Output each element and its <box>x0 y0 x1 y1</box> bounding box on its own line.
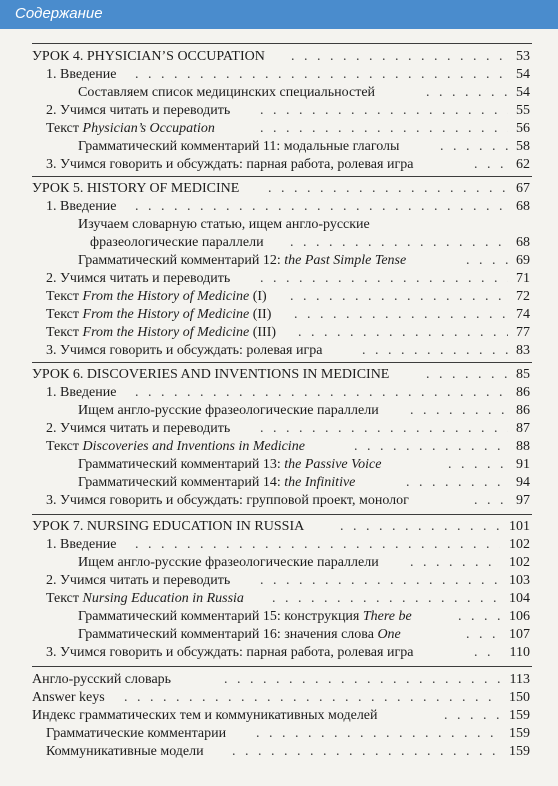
toc-page: 104 <box>509 591 530 606</box>
toc-entry[interactable] <box>0 83 558 103</box>
toc-entry[interactable] <box>0 607 558 627</box>
section-divider <box>32 362 532 363</box>
toc-entry[interactable] <box>0 643 558 663</box>
toc-leader <box>354 437 508 457</box>
toc-page: 113 <box>509 672 530 687</box>
toc-page: 53 <box>516 49 530 64</box>
section-divider <box>32 43 532 44</box>
section-divider <box>32 514 532 515</box>
toc-title: Текст Nursing Education in Russia <box>46 591 244 606</box>
toc-entry[interactable] <box>0 137 558 157</box>
toc-page: 62 <box>516 157 530 172</box>
toc-title: Грамматический комментарий 14: the Infinitive <box>78 475 356 490</box>
toc-leader <box>260 419 508 439</box>
toc-entry[interactable] <box>0 269 558 289</box>
toc-title: 1. Введение <box>46 199 117 214</box>
toc-leader <box>260 101 508 121</box>
toc-title: Грамматический комментарий 16: значения слова One <box>78 627 401 642</box>
toc-title: Текст From the History of Medicine (III) <box>46 325 277 340</box>
toc-leader <box>362 341 508 361</box>
toc-entry[interactable] <box>0 589 558 609</box>
toc-entry[interactable] <box>0 401 558 421</box>
toc-title: 3. Учимся говорить и обсуждать: парная работа, ролевая игра <box>46 645 414 660</box>
toc-entry[interactable] <box>0 101 558 121</box>
toc-title: 1. Введение <box>46 385 117 400</box>
toc-title: 1. Введение <box>46 67 117 82</box>
toc-entry[interactable] <box>0 287 558 307</box>
toc-title: 2. Учимся читать и переводить <box>46 421 231 436</box>
toc-page: 106 <box>509 609 530 624</box>
toc-page: 86 <box>516 385 530 400</box>
toc-entry[interactable] <box>0 724 558 744</box>
toc-leader <box>448 455 508 475</box>
toc-page: 103 <box>509 573 530 588</box>
toc-title: 2. Учимся читать и переводить <box>46 103 231 118</box>
toc-leader <box>474 491 508 511</box>
toc-leader <box>224 670 500 690</box>
toc-leader <box>291 47 508 67</box>
toc-leader <box>340 517 500 537</box>
toc-title: Коммуникативные модели <box>46 744 204 759</box>
toc-leader <box>260 269 508 289</box>
toc-entry[interactable] <box>0 251 558 271</box>
toc-title: Грамматические комментарии <box>46 726 227 741</box>
toc-entry[interactable] <box>0 197 558 217</box>
toc-page: 91 <box>516 457 530 472</box>
toc-entry[interactable] <box>0 419 558 439</box>
toc-page: 102 <box>509 537 530 552</box>
toc-leader <box>232 742 500 762</box>
toc-page: 107 <box>509 627 530 642</box>
toc-page: 159 <box>509 726 530 741</box>
toc-page: 102 <box>509 555 530 570</box>
toc-title: Изучаем словарную статью, ищем англо-русские <box>78 217 370 232</box>
toc-leader <box>444 706 500 726</box>
toc-leader <box>426 83 508 103</box>
toc-entry[interactable] <box>0 305 558 325</box>
toc-title: 2. Учимся читать и переводить <box>46 573 231 588</box>
toc-leader <box>260 571 500 591</box>
toc-entry[interactable] <box>0 65 558 85</box>
toc-title: 1. Введение <box>46 537 117 552</box>
toc-title: Ищем англо-русские фразеологические параллели <box>78 555 379 570</box>
toc-leader <box>474 155 508 175</box>
toc-entry[interactable] <box>0 437 558 457</box>
toc-page: 87 <box>516 421 530 436</box>
toc-page: 97 <box>516 493 530 508</box>
toc-title: УРОК 7. NURSING EDUCATION IN RUSSIA <box>32 519 305 534</box>
toc-page: 94 <box>516 475 530 490</box>
toc-leader <box>466 251 508 271</box>
toc-title: Answer keys <box>32 690 105 705</box>
header-title: Содержание <box>15 5 103 22</box>
toc-entry[interactable] <box>0 383 558 403</box>
toc-title: Ищем англо-русские фразеологические параллели <box>78 403 379 418</box>
toc-leader <box>135 197 508 217</box>
toc-page: 69 <box>516 253 530 268</box>
toc-leader <box>290 233 508 253</box>
toc-page: 56 <box>516 121 530 136</box>
toc-leader <box>124 688 500 708</box>
toc-title: Текст From the History of Medicine (I) <box>46 289 267 304</box>
toc-page: 71 <box>516 271 530 286</box>
toc-entry[interactable] <box>0 491 558 511</box>
toc-page: 110 <box>509 645 530 660</box>
toc-title: 3. Учимся говорить и обсуждать: парная работа, ролевая игра <box>46 157 414 172</box>
toc-leader <box>298 323 508 343</box>
toc-title: 3. Учимся говорить и обсуждать: групповой проект, монолог <box>46 493 409 508</box>
toc-entry[interactable] <box>0 625 558 645</box>
toc-page: 58 <box>516 139 530 154</box>
toc-entry[interactable] <box>0 473 558 493</box>
toc-appendix-answer-keys[interactable] <box>0 688 558 708</box>
toc-page: 83 <box>516 343 530 358</box>
toc-lesson-7[interactable] <box>0 517 558 537</box>
toc-page: 85 <box>516 367 530 382</box>
toc-page: 77 <box>516 325 530 340</box>
toc-page: 86 <box>516 403 530 418</box>
toc-leader <box>135 535 500 555</box>
toc-entry[interactable] <box>0 455 558 475</box>
toc-entry[interactable] <box>0 742 558 762</box>
toc-leader <box>458 607 500 627</box>
toc-leader <box>256 724 500 744</box>
toc-title: Текст Physician’s Occupation <box>46 121 215 136</box>
toc-leader <box>406 473 508 493</box>
toc-leader <box>474 643 500 663</box>
toc-title: Составляем список медицинских специальностей <box>78 85 376 100</box>
toc-page: 101 <box>509 519 530 534</box>
toc-leader <box>290 287 508 307</box>
toc-page: 55 <box>516 103 530 118</box>
toc-page: 150 <box>509 690 530 705</box>
section-divider <box>32 666 532 667</box>
toc-leader <box>268 179 508 199</box>
toc-leader <box>410 553 500 573</box>
toc-page: 72 <box>516 289 530 304</box>
toc-page: 67 <box>516 181 530 196</box>
toc-entry[interactable] <box>0 215 558 235</box>
toc-page: 68 <box>516 199 530 214</box>
toc-entry[interactable] <box>0 571 558 591</box>
toc-page: 54 <box>516 85 530 100</box>
toc-title: УРОК 6. DISCOVERIES AND INVENTIONS IN MEDICINE <box>32 367 390 382</box>
toc-entry[interactable] <box>0 233 558 253</box>
toc-leader <box>466 625 500 645</box>
toc-leader <box>260 119 508 139</box>
toc-lesson-5[interactable] <box>0 179 558 199</box>
toc-entry[interactable] <box>0 535 558 555</box>
toc-leader <box>426 365 508 385</box>
toc-page: 88 <box>516 439 530 454</box>
toc-page: 68 <box>516 235 530 250</box>
toc-entry[interactable] <box>0 341 558 361</box>
toc-entry[interactable] <box>0 553 558 573</box>
toc-title: Текст From the History of Medicine (II) <box>46 307 272 322</box>
toc-title: Грамматический комментарий 11: модальные глаголы <box>78 139 400 154</box>
toc-leader <box>135 383 508 403</box>
toc-title: Англо-русский словарь <box>32 672 172 687</box>
toc-appendix-dictionary[interactable] <box>0 670 558 690</box>
toc-title: УРОК 5. HISTORY OF MEDICINE <box>32 181 240 196</box>
toc-title: 2. Учимся читать и переводить <box>46 271 231 286</box>
toc-title: 3. Учимся говорить и обсуждать: ролевая игра <box>46 343 323 358</box>
toc-lesson-4[interactable] <box>0 47 558 67</box>
toc-page: 159 <box>509 744 530 759</box>
toc-page: 159 <box>509 708 530 723</box>
toc-title: Грамматический комментарий 12: the Past Simple Tense <box>78 253 407 268</box>
toc-appendix-index[interactable] <box>0 706 558 726</box>
toc-page: 54 <box>516 67 530 82</box>
toc-title: Грамматический комментарий 13: the Passive Voice <box>78 457 382 472</box>
toc-entry[interactable] <box>0 155 558 175</box>
section-divider <box>32 176 532 177</box>
toc-page: 74 <box>516 307 530 322</box>
toc-title: Грамматический комментарий 15: конструкция There be <box>78 609 412 624</box>
toc-title: фразеологические параллели <box>90 235 264 250</box>
toc-leader <box>135 65 508 85</box>
toc-entry[interactable] <box>0 119 558 139</box>
toc-title: Индекс грамматических тем и коммуникативных моделей <box>32 708 378 723</box>
page-header <box>0 0 558 29</box>
toc-leader <box>272 589 500 609</box>
toc-lesson-6[interactable] <box>0 365 558 385</box>
toc-leader <box>440 137 508 157</box>
toc-leader <box>294 305 508 325</box>
toc-title: Текст Discoveries and Inventions in Medicine <box>46 439 305 454</box>
toc-entry[interactable] <box>0 323 558 343</box>
toc-title: УРОК 4. PHYSICIAN’S OCCUPATION <box>32 49 265 64</box>
toc-leader <box>410 401 508 421</box>
